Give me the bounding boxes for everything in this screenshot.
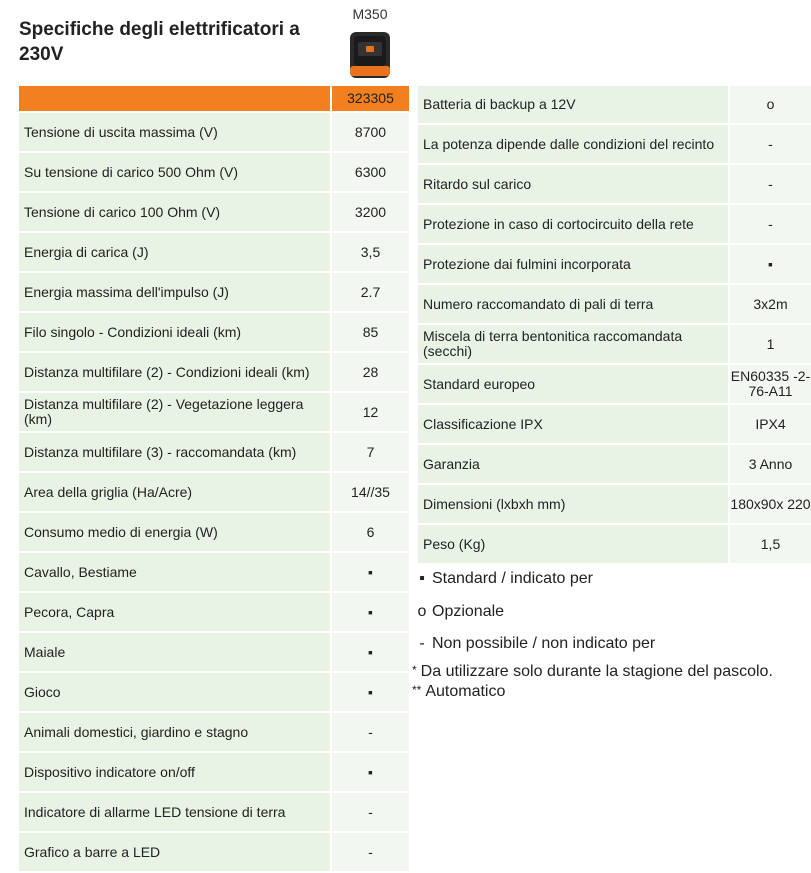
spec-label: Animali domestici, giardino e stagno xyxy=(19,713,332,751)
spec-label: Dimensioni (lxbxh mm) xyxy=(418,485,730,523)
model-label: M350 xyxy=(352,6,388,22)
table-row xyxy=(418,325,811,365)
spec-value: 1,5 xyxy=(730,525,811,563)
spec-label: Peso (Kg) xyxy=(418,525,730,563)
spec-label: Indicatore di allarme LED tensione di terra xyxy=(19,793,332,831)
spec-label: Distanza multifilare (3) - raccomandata (km) xyxy=(19,433,332,471)
table-row xyxy=(19,313,409,353)
table-row xyxy=(19,713,409,753)
table-row xyxy=(19,193,409,233)
table-row xyxy=(19,753,409,793)
spec-value: 7 xyxy=(332,433,409,471)
spec-value: ▪ xyxy=(730,245,811,283)
spec-value: 6 xyxy=(332,513,409,551)
spec-value: 8700 xyxy=(332,113,409,151)
spec-label: Classificazione IPX xyxy=(418,405,730,443)
spec-value: o xyxy=(730,86,811,123)
spec-label: Gioco xyxy=(19,673,332,711)
legend-text: Non possibile / non indicato per xyxy=(432,635,656,652)
table-row xyxy=(19,633,409,673)
spec-label: Miscela di terra bentonitica raccomandata (secchi) xyxy=(418,325,730,363)
table-row xyxy=(19,473,409,513)
spec-label: Cavallo, Bestiame xyxy=(19,553,332,591)
legend-item xyxy=(412,603,504,621)
spec-value: 6300 xyxy=(332,153,409,191)
spec-value: - xyxy=(332,833,409,871)
spec-value: 180x90x 220 xyxy=(730,485,811,523)
table-row xyxy=(19,793,409,833)
table-row xyxy=(19,673,409,713)
header-label-cell xyxy=(19,86,332,111)
energizer-product-image xyxy=(348,30,392,80)
spec-value: 28 xyxy=(332,353,409,391)
legend-item xyxy=(412,635,655,653)
article-number: 323305 xyxy=(332,86,409,111)
spec-label: Energia di carica (J) xyxy=(19,233,332,271)
footnote-mark: ** xyxy=(412,683,422,697)
spec-value: - xyxy=(730,205,811,243)
spec-label: Consumo medio di energia (W) xyxy=(19,513,332,551)
spec-label: Protezione dai fulmini incorporata xyxy=(418,245,730,283)
legend-text: Standard / indicato per xyxy=(432,570,593,587)
table-header-row xyxy=(19,86,409,113)
spec-value: EN60335 -2-76-A11 xyxy=(730,365,811,403)
legend-text: Opzionale xyxy=(432,603,505,620)
spec-value: 1 xyxy=(730,325,811,363)
table-row xyxy=(19,833,409,873)
table-row xyxy=(19,113,409,153)
spec-value: 2.7 xyxy=(332,273,409,311)
table-row xyxy=(19,353,409,393)
spec-label: Filo singolo - Condizioni ideali (km) xyxy=(19,313,332,351)
table-row xyxy=(418,485,811,525)
spec-value: IPX4 xyxy=(730,405,811,443)
specs-table-left xyxy=(19,86,409,873)
footnote-text: Automatico xyxy=(425,683,506,700)
spec-label: Tensione di carico 100 Ohm (V) xyxy=(19,193,332,231)
table-row xyxy=(19,433,409,473)
spec-label: Grafico a barre a LED xyxy=(19,833,332,871)
table-row xyxy=(418,86,811,125)
spec-value: - xyxy=(730,125,811,163)
spec-value: 85 xyxy=(332,313,409,351)
footnote-text: Da utilizzare solo durante la stagione del pascolo. xyxy=(420,663,773,680)
spec-value: 3x2m xyxy=(730,285,811,323)
spec-value: 14//35 xyxy=(332,473,409,511)
table-row xyxy=(418,525,811,565)
spec-value: - xyxy=(332,713,409,751)
spec-label: Su tensione di carico 500 Ohm (V) xyxy=(19,153,332,191)
spec-label: Area della griglia (Ha/Acre) xyxy=(19,473,332,511)
spec-label: Dispositivo indicatore on/off xyxy=(19,753,332,791)
table-row xyxy=(418,125,811,165)
spec-label: Protezione in caso di cortocircuito della rete xyxy=(418,205,730,243)
spec-label: Tensione di uscita massima (V) xyxy=(19,113,332,151)
table-row xyxy=(418,285,811,325)
spec-label: Distanza multifilare (2) - Condizioni ideali (km) xyxy=(19,353,332,391)
spec-value: - xyxy=(332,793,409,831)
spec-value: ▪ xyxy=(332,553,409,591)
spec-label: Maiale xyxy=(19,633,332,671)
spec-value: 3200 xyxy=(332,193,409,231)
spec-value: ▪ xyxy=(332,673,409,711)
table-row xyxy=(418,245,811,285)
legend-symbol: o xyxy=(417,603,427,620)
spec-label: La potenza dipende dalle condizioni del recinto xyxy=(418,125,730,163)
spec-label: Pecora, Capra xyxy=(19,593,332,631)
footnote xyxy=(412,683,505,701)
footnote-mark: * xyxy=(412,663,417,677)
spec-value: ▪ xyxy=(332,753,409,791)
spec-label: Ritardo sul carico xyxy=(418,165,730,203)
spec-value: 12 xyxy=(332,393,409,431)
table-row xyxy=(418,205,811,245)
spec-label: Numero raccomandato di pali di terra xyxy=(418,285,730,323)
page-title: Specifiche degli elettrificatori a 230V xyxy=(19,19,300,65)
legend-item xyxy=(412,570,593,588)
spec-label: Energia massima dell'impulso (J) xyxy=(19,273,332,311)
table-row xyxy=(418,405,811,445)
spec-label: Distanza multifilare (2) - Vegetazione leggera (km) xyxy=(19,393,332,431)
spec-label: Garanzia xyxy=(418,445,730,483)
table-row xyxy=(19,553,409,593)
spec-value: 3 Anno xyxy=(730,445,811,483)
table-row xyxy=(418,365,811,405)
spec-value: ▪ xyxy=(332,593,409,631)
legend-symbol: ▪ xyxy=(419,570,425,587)
footnote xyxy=(412,663,773,681)
table-row xyxy=(418,445,811,485)
spec-value: - xyxy=(730,165,811,203)
spec-label: Batteria di backup a 12V xyxy=(418,86,730,123)
table-row xyxy=(19,153,409,193)
table-row xyxy=(19,513,409,553)
table-row xyxy=(418,165,811,205)
specs-table-right xyxy=(418,86,811,565)
legend-symbol: - xyxy=(419,635,425,652)
table-row xyxy=(19,593,409,633)
table-row xyxy=(19,233,409,273)
table-row xyxy=(19,273,409,313)
spec-value: 3,5 xyxy=(332,233,409,271)
spec-value: ▪ xyxy=(332,633,409,671)
spec-label: Standard europeo xyxy=(418,365,730,403)
table-row xyxy=(19,393,409,433)
